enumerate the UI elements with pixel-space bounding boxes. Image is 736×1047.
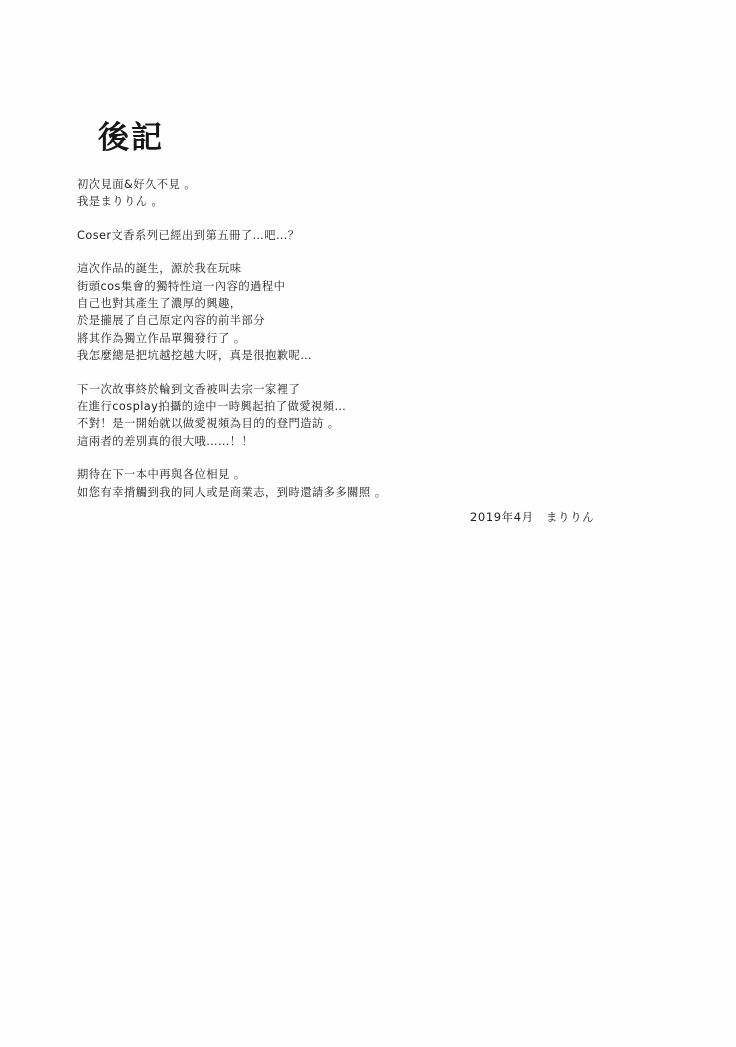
greeting-paragraph [77, 176, 637, 211]
text-line: 這次作品的誕生，源於我在玩味 [77, 262, 242, 276]
text-line: 我怎麼總是把坑越挖越大呀，真是很抱歉呢… [77, 349, 312, 363]
text-line: 街頭cos集會的獨特性這一內容的過程中 [77, 279, 286, 293]
text-line: 自己也對其產生了濃厚的興趣， [77, 297, 242, 311]
text-line: 在進行cosplay拍攝的途中一時興起拍了做愛視頻… [77, 400, 347, 414]
text-line: 不對！是一開始就以做愛視頻為目的的登門造訪 。 [77, 417, 340, 431]
next-story-paragraph [77, 381, 637, 451]
text-line: 將其作為獨立作品單獨發行了 。 [77, 331, 246, 345]
closing-paragraph [77, 466, 637, 501]
text-line: 初次見面&好久不見 。 [77, 178, 197, 191]
text-line: 下一次故事終於輪到文香被叫去宗一家裡了 [77, 382, 301, 396]
page-title: 後記 [98, 120, 164, 156]
text-line: 期待在下一本中再與各位相見 。 [77, 468, 246, 482]
text-line: Coser文香系列已經出到第五冊了…吧…？ [77, 228, 300, 242]
text-line: 於是攏展了自己原定內容的前半部分 [77, 314, 265, 328]
signature: 2019年4月 まりりん [470, 510, 595, 524]
text-line: 這兩者的差別真的很大哦……！！ [77, 434, 254, 448]
origin-paragraph [77, 260, 637, 364]
afterword-body [77, 176, 637, 501]
text-line: 我是まりりん 。 [77, 195, 164, 209]
text-line: 如您有幸揹觸到我的同人或是商業志，到時還請多多關照 。 [77, 485, 387, 499]
series-note-paragraph [77, 227, 637, 244]
